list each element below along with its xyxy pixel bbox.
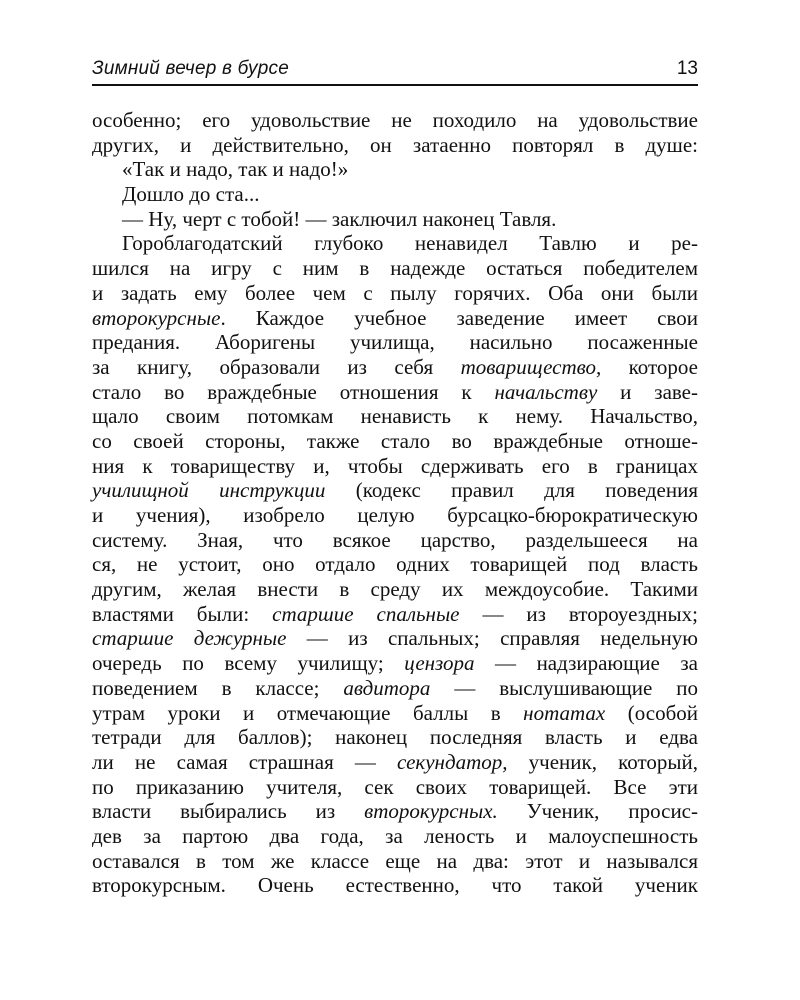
- text-line: [92, 626, 698, 651]
- text-line: [92, 429, 698, 454]
- text-line: [92, 306, 698, 331]
- text-line: [92, 355, 698, 380]
- text-line: [92, 404, 698, 429]
- text-segment: ся, не устоит, оно отдало одних товарищей под власть: [92, 552, 698, 577]
- text-segment: которое: [601, 354, 698, 379]
- text-line: [92, 108, 698, 133]
- text-segment: Ученик, просис-: [497, 799, 698, 824]
- text-segment: ученик, который,: [507, 749, 698, 774]
- text-line: [92, 725, 698, 750]
- text-line: [92, 849, 698, 874]
- text-line: [92, 873, 698, 898]
- text-segment: Гороблагодатский глубоко ненавидел Тавлю и ре-: [122, 231, 698, 256]
- italic-term: училищной инструкции: [92, 478, 326, 503]
- text-segment: шился на игру с ним в надежде остаться победителем: [92, 256, 698, 281]
- text-line: [92, 602, 698, 627]
- text-line: [92, 503, 698, 528]
- text-line: [92, 676, 698, 701]
- italic-term: цензора: [404, 651, 475, 676]
- text-line: [92, 157, 698, 182]
- text-line: [92, 478, 698, 503]
- text-line: [92, 701, 698, 726]
- page-number: 13: [676, 58, 698, 79]
- text-segment: — надзирающие за: [474, 651, 699, 676]
- text-segment: (кодекс правил для поведения: [325, 478, 699, 503]
- text-line: [92, 577, 698, 602]
- italic-term: второкурсных.: [364, 799, 498, 824]
- text-line: [92, 454, 698, 479]
- text-segment: властями были:: [92, 601, 273, 626]
- text-segment: дев за партою два года, за леность и малоуспешность: [92, 823, 698, 848]
- text-segment: поведением в классе;: [92, 675, 344, 700]
- text-segment: за книгу, образовали из себя: [92, 354, 461, 379]
- text-line: [92, 775, 698, 800]
- text-segment: — выслушивающие по: [430, 675, 698, 700]
- italic-term: товарищество,: [460, 354, 602, 379]
- text-line: [92, 281, 698, 306]
- italic-term: старшие дежурные: [92, 626, 287, 651]
- text-line: [92, 799, 698, 824]
- text-line: [92, 207, 698, 232]
- text-line: [92, 750, 698, 775]
- text-segment: и заве-: [597, 379, 698, 404]
- text-segment: предания. Аборигены училища, насильно посаженные: [92, 330, 698, 355]
- italic-term: авдитора: [343, 675, 431, 700]
- running-title: Зимний вечер в бурсе: [92, 58, 289, 79]
- text-segment: и задать ему более чем с пылу горячих. Оба они были: [92, 280, 698, 305]
- text-segment: стало во враждебные отношения к: [92, 379, 495, 404]
- text-segment: Дошло до ста...: [122, 182, 260, 207]
- italic-term: начальству: [494, 379, 598, 404]
- text-line: [92, 380, 698, 405]
- text-line: [92, 330, 698, 355]
- text-segment: власти выбирались из: [92, 799, 365, 824]
- text-segment: ния к товариществу и, чтобы сдерживать его в границах: [92, 453, 698, 478]
- text-segment: других, и действительно, он затаенно повторял в душе:: [92, 132, 698, 157]
- text-segment: оставался в том же классе еще на два: этот и назывался: [92, 848, 698, 873]
- text-segment: (особой: [605, 700, 699, 725]
- text-line: [92, 256, 698, 281]
- text-segment: особенно; его удовольствие не походило на удовольствие: [92, 108, 698, 132]
- text-segment: систему. Зная, что всякое царство, раздельшееся на: [92, 527, 698, 552]
- text-segment: тетради для баллов); наконец последняя власть и едва: [92, 725, 698, 750]
- text-segment: — Ну, черт с тобой! — заключил наконец Тавля.: [122, 206, 557, 231]
- running-header: [92, 56, 698, 86]
- text-segment: «Так и надо, так и надо!»: [122, 157, 349, 182]
- text-segment: утрам уроки и отмечающие баллы в: [92, 700, 524, 725]
- italic-term: секундатор,: [397, 749, 508, 774]
- text-segment: со своей стороны, также стало во враждебные отноше-: [92, 428, 698, 453]
- text-line: [92, 133, 698, 158]
- italic-term: второкурсные: [92, 305, 221, 330]
- text-segment: и учения), изобрело целую бурсацко-бюрократическую: [92, 503, 698, 527]
- text-line: [92, 824, 698, 849]
- italic-term: старшие спальные: [272, 601, 460, 626]
- text-segment: . Каждое учебное заведение имеет свои: [220, 305, 698, 330]
- text-segment: ли не самая страшная —: [92, 749, 398, 774]
- text-line: [92, 528, 698, 553]
- text-line: [92, 651, 698, 676]
- text-line: [92, 231, 698, 256]
- italic-term: нотатах: [523, 700, 606, 725]
- text-segment: — из второуездных;: [459, 601, 698, 626]
- text-segment: другим, желая внести в среду их междоусобие. Такими: [92, 577, 698, 602]
- text-segment: щало своим потомкам ненависть к нему. Начальство,: [92, 404, 698, 429]
- text-segment: — из спальных; справляя недельную: [286, 626, 698, 651]
- text-line: [92, 182, 698, 207]
- text-segment: по приказанию учителя, сек своих товарищей. Все эти: [92, 774, 698, 799]
- body-text: [92, 108, 698, 898]
- text-segment: очередь по всему училищу;: [92, 651, 405, 676]
- text-segment: второкурсным. Очень естественно, что такой ученик: [92, 873, 698, 898]
- text-line: [92, 552, 698, 577]
